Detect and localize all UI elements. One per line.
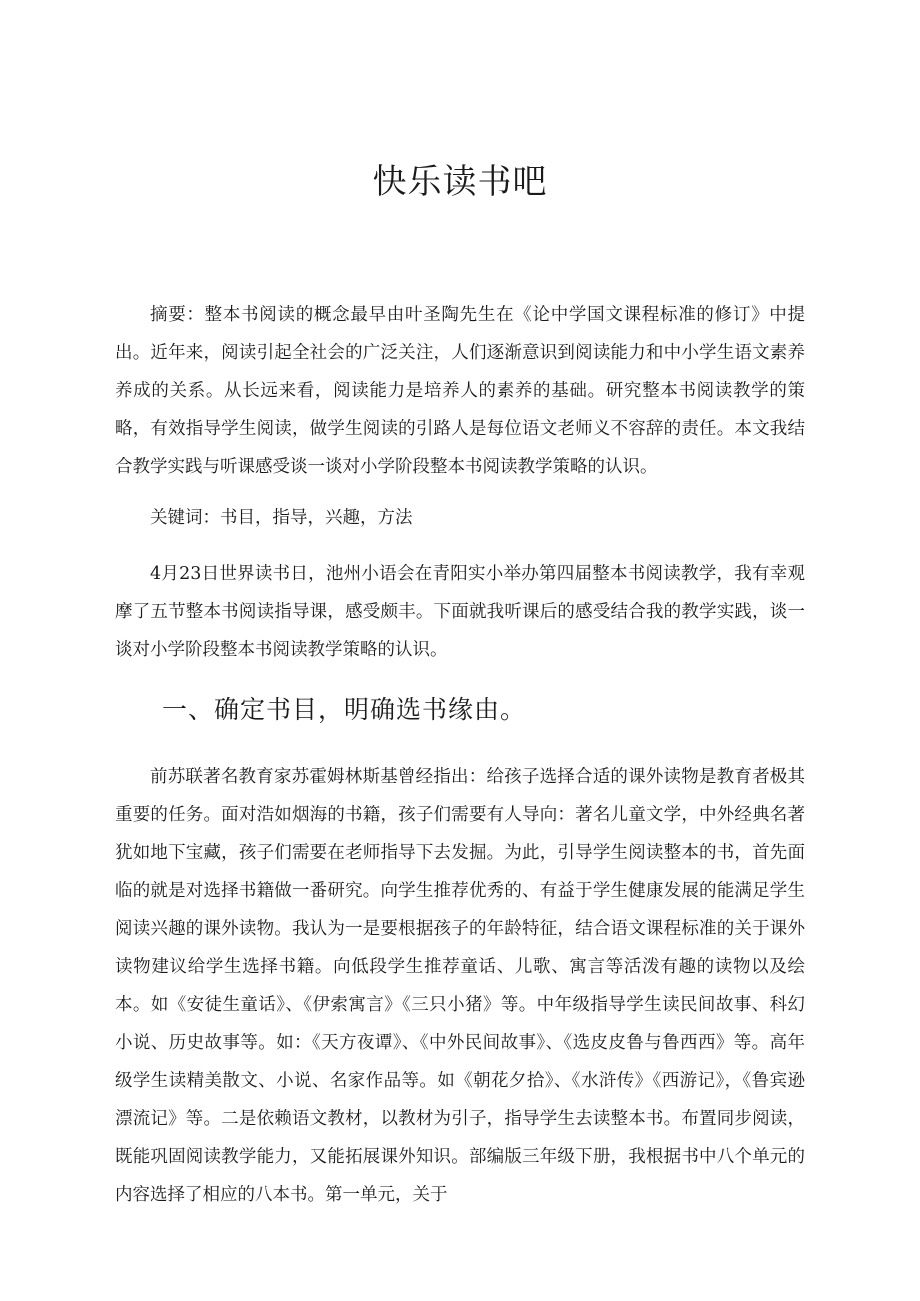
abstract-paragraph: 摘要：整本书阅读的概念最早由叶圣陶先生在《论中学国文课程标准的修订》中提出。近年来，阅读引起全社会的广泛关注，人们逐渐意识到阅读能力和中小学生语文素养养成的关系。从长远来看，阅读能力是培养人的素养的基础。研究整本书阅读教学的策略，有效指导学生阅读，做学生阅读的引路人是每位语文老师义不容辞的责任。本文我结合教学实践与听课感受谈一谈对小学阶段整本书阅读教学策略的认识。: [115, 305, 805, 477]
section-1-body: 前苏联著名教育家苏霍姆林斯基曾经指出：给孩子选择合适的课外读物是教育者极其重要的任务。面对浩如烟海的书籍，孩子们需要有人导向：著名儿童文学，中外经典名著犹如地下宝藏，孩子们需要在老师指导下去发掘。为此，引导学生阅读整本的书，首先面临的就是对选择书籍做一番研究。向学生推荐优秀的、有益于学生健康发展的能满足学生阅读兴趣的课外读物。我认为一是要根据孩子的年龄特征，结合语文课程标准的关于课外读物建议给学生选择书籍。向低段学生推荐童话、儿歌、寓言等活泼有趣的读物以及绘本。如《安徒生童话》、《伊索寓言》《三只小猪》等。中年级指导学生读民间故事、科幻小说、历史故事等。如：《天方夜谭》、《中外民间故事》、《选皮皮鲁与鲁西西》等。高年级学生读精美散文、小说、名家作品等。如《朝花夕拾》、《水浒传》《西游记》，《鲁宾逊漂流记》等。二是依赖语文教材，以教材为引子，指导学生去读整本书。布置同步阅读，既能巩固阅读教学能力，又能拓展课外知识。部编版三年级下册，我根据书中八个单元的内容选择了相应的八本书。第一单元，关于: [115, 767, 805, 1205]
intro-paragraph: 4月23日世界读书日，池州小语会在青阳实小举办第四届整本书阅读教学，我有幸观摩了五节整本书阅读指导课，感受颇丰。下面就我听课后的感受结合我的教学实践，谈一谈对小学阶段整本书阅读教学策略的认识。: [115, 564, 805, 660]
keywords-line: 关键词：书目，指导，兴趣，方法: [150, 508, 413, 528]
document-title: 快乐读书吧: [372, 162, 548, 202]
section-1-heading: 一、确定书目，明确选书缘由。: [162, 695, 527, 724]
